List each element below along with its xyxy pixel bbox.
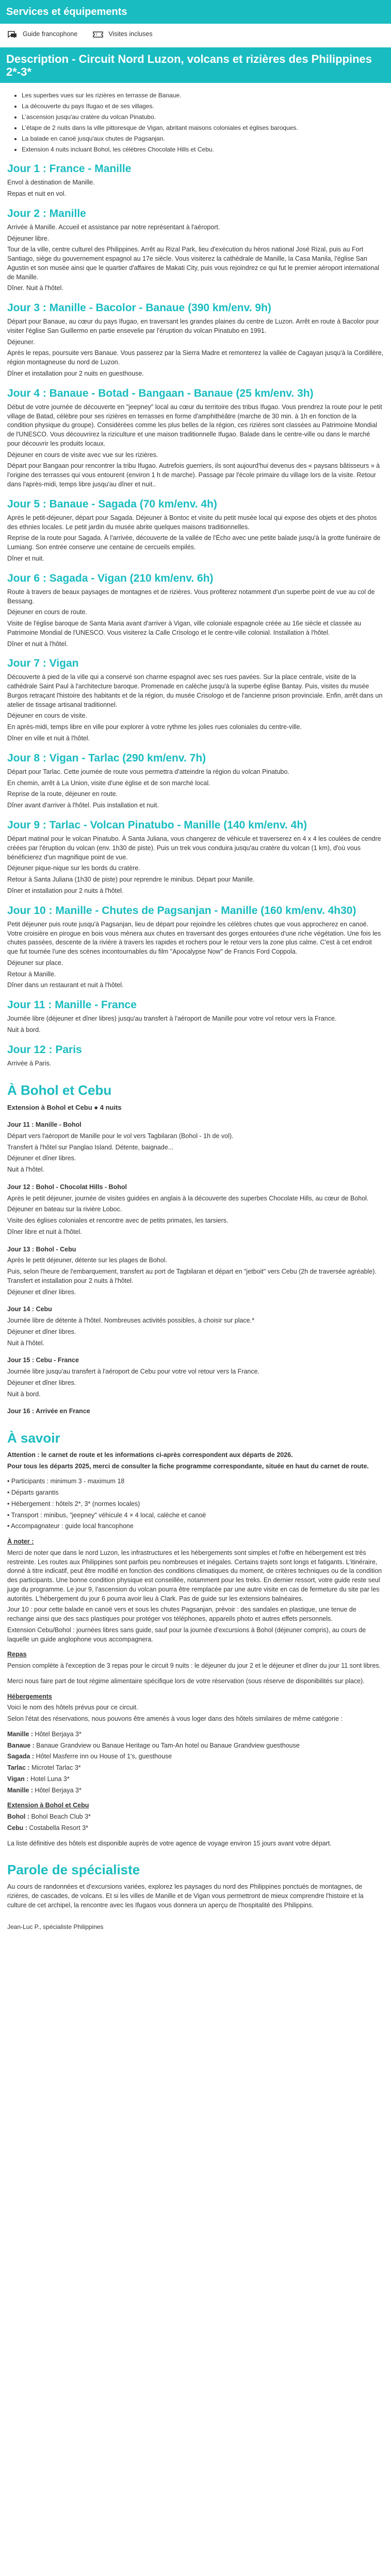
service-guide-label: Guide francophone (23, 30, 78, 38)
hotel-row (7, 1752, 384, 1761)
hotel-row (7, 1764, 384, 1773)
extension-day-text: Transfert à l'hôtel sur Panglao Island. Détente, baignade... (7, 1143, 174, 1151)
description-header: Description - Circuit Nord Luzon, volcans et rizières des Philippines 2*-3* (0, 47, 391, 83)
hotel-list (7, 1730, 384, 1795)
extension-day-text: Nuit à bord. (7, 1390, 41, 1398)
day-text: Dîner et installation pour 2 nuits en guesthouse. (7, 369, 144, 377)
savoir-title: À savoir (7, 1430, 60, 1446)
day-text: Déjeuner en cours de route. (7, 608, 87, 616)
itinerary (7, 162, 384, 1069)
hotel-city: Manille : (7, 1730, 34, 1738)
savoir-bullet: • Hébergement : hôtels 2*, 3* (normes locales) (7, 1500, 140, 1507)
service-guide (7, 30, 77, 39)
day-text: Départ pour Banaue, au cœur du pays Ifugao, en traversant les grandes plaines du centre de Luzon. Arrêt en route à Bacolor pour visiter l'église San Guillermo en partie ensevelie par l'éruption du volcan Pinatubo en 1991. (7, 318, 379, 334)
hotel-name: Hotel Luna 3* (30, 1775, 70, 1783)
day-text: En après-midi, temps libre en ville pour explorer à votre rythme les jolies rues coloniales du centre-ville. (7, 723, 302, 731)
day-text: Envol à destination de Manille. (7, 179, 95, 187)
extension-itinerary (7, 1121, 384, 1416)
ext-hotel-list (7, 1812, 384, 1833)
extension-day-text: Journée libre de détente à l'hôtel. Nombreuses activités possibles, à choisir sur place.* (7, 1317, 255, 1325)
day-text: Repas et nuit en vol. (7, 190, 66, 197)
hotel-name: Bohol Beach Club 3* (31, 1813, 91, 1821)
day-text: Découverte à pied de la ville qui a conservé son charme espagnol avec ses rues pavées. Sur la place centrale, visite de la cathédrale Saint Paul à l'architecture baroque. Promenade en calèche jusqu'à la superbe église Bantay. Puis, visites du musée Burgos retraçant l'histoire des habitants et de la région, du musée Crisologo et de l'ancienne prison provinciale. Enfin, arrêt dans un atelier de tissage artisanal traditionnel. (7, 673, 383, 708)
day-text: Déjeuner pique-nique sur les bords du cratère. (7, 865, 140, 872)
savoir-bullet: • Départs garantis (7, 1489, 59, 1497)
hotel-row (7, 1786, 384, 1795)
day-text: Départ pour Tarlac. Cette journée de route vous permettra d'atteindre la région du volcan Pinatubo. (7, 768, 289, 775)
extension-day-text: Déjeuner et dîner libres. (7, 1328, 76, 1335)
day-text: Retour à Santa Juliana (1h30 de piste) pour reprendre le minibus. Départ pour Manille. (7, 876, 255, 884)
day-text: Retour à Manille. (7, 970, 56, 978)
hotel-city: Cebu : (7, 1824, 27, 1832)
hotel-row (7, 1824, 384, 1833)
savoir-bullet: • Transport : minibus, "jeepney" véhicule 4 × 4 local, calèche et canoë (7, 1511, 206, 1519)
extension-day-text: Visite des églises coloniales et rencontre avec de petits primates, les tarsiers. (7, 1217, 229, 1225)
day-text: Déjeuner libre. (7, 234, 50, 242)
note-text-3: Extension Cebu/Bohol : journées libres sans guide, sauf pour la journée d'excursions à Bohol (déjeuner compris), au cours de laquelle un guide anglophone vous accompagnera. (7, 1626, 366, 1643)
highlight-item: • L'ascension jusqu'au cratère du volcan Pinatubo. (22, 113, 384, 122)
hotel-row (7, 1741, 384, 1751)
day-text: Route à travers de beaux paysages de montagnes et de rizières. Vous profiterez notamment d'un superbe point de vue au col de Bessang. (7, 588, 375, 605)
extension-day-text: Déjeuner et dîner libres. (7, 1288, 76, 1296)
hotel-name: Microtel Tarlac 3* (31, 1764, 81, 1772)
hotel-row (7, 1730, 384, 1739)
hotel-name: Hôtel Berjaya 3* (35, 1786, 82, 1794)
savoir-attention: Attention : le carnet de route et les informations ci-après correspondent aux départs de 2026. (7, 1451, 293, 1459)
services-header: Services et équipements (0, 0, 391, 24)
day-title: Jour 4 : Banaue - Botad - Bangaan - Banaue (25 km/env. 3h) (7, 387, 314, 399)
day-text: Reprise de la route pour Sagada. À l'arrivée, découverte de la vallée de l'Écho avec une petite balade jusqu'à la grotte funéraire de Lumiang. Son entrée conserve une centaine de cercueils empilés. (7, 534, 381, 551)
hotel-city: Sagada : (7, 1753, 35, 1760)
hotel-city: Bohol : (7, 1813, 30, 1821)
highlight-item: • La découverte du pays Ifugao et de ses villages. (22, 102, 384, 111)
extension-day-text: Déjeuner et dîner libres. (7, 1379, 76, 1386)
day-text: Dîner et installation pour 2 nuits à l'hôtel. (7, 887, 124, 894)
extension-day-text: Puis, selon l'heure de l'embarquement, transfert au port de Tagbilaran et départ en "jetboit" vers Cebu (2h de traversée agréable). Transfert et installation pour 2 nuits à l'hôtel. (7, 1268, 377, 1284)
savoir-note: Pour tous les départs 2025, merci de consulter la fiche programme correspondante, située en haut du carnet de route. (7, 1462, 369, 1470)
extension-day-title: Jour 11 : Manille - Bohol (7, 1121, 82, 1129)
extension-day-title: Jour 15 : Cebu - France (7, 1357, 79, 1364)
highlight-item: • Extension 4 nuits incluant Bohol, les célèbres Chocolate Hills et Cebu. (22, 145, 384, 154)
hotel-city: Vigan : (7, 1775, 29, 1783)
day-title: Jour 11 : Manille - France (7, 999, 137, 1011)
extension-day-title: Jour 14 : Cebu (7, 1306, 52, 1313)
day-text: Déjeuner. (7, 338, 35, 346)
day-title: Jour 7 : Vigan (7, 657, 79, 670)
day-text: Déjeuner sur place. (7, 959, 63, 967)
specialist-title: Parole de spécialiste (7, 1862, 140, 1878)
specialist-text: Au cours de randonnées et d'excursions variées, explorez les paysages du nord des Philippines ponctués de montagnes, de rizières, de cascades, de volcans. Et si les villes de Manille et de Vigan vous permettront de mieux comprendre l'histoire et la culture de cet archipel, la rencontre avec les Ifugaos vous donnera un aperçu de l'hospitalité des Philippins. (7, 1883, 364, 1909)
savoir-bullet: • Accompagnateur : guide local francophone (7, 1522, 134, 1530)
service-visits-label: Visites incluses (108, 30, 153, 38)
day-text: Dîner avant d'arriver à l'hôtel. Puis installation et nuit. (7, 802, 159, 809)
highlight-item: • La balade en canoë jusqu'aux chutes de Pagsanjan. (22, 134, 384, 143)
day-text: Journée libre (déjeuner et dîner libres) jusqu'au transfert à l'aéroport de Manille pour votre vol retour vers la France. (7, 1015, 337, 1023)
day-title: Jour 1 : France - Manille (7, 162, 132, 175)
day-text: Arrivée à Manille. Accueil et assistance par notre représentant à l'aéroport. (7, 223, 220, 231)
ext-hotels-title: Extension à Bohol et Cebu (7, 1802, 89, 1809)
hebergements-title: Hébergements (7, 1692, 52, 1700)
day-text: Reprise de la route, déjeuner en route. (7, 790, 118, 798)
hotel-city: Tarlac : (7, 1764, 30, 1772)
day-text: Dîner et nuit. (7, 554, 44, 562)
repas-text-2: Merci nous faire part de tout régime alimentaire spécifique lors de votre réservation (sous réserve de disponibilités sur place). (7, 1677, 365, 1685)
note-title: À noter : (7, 1538, 34, 1546)
day-title: Jour 6 : Sagada - Vigan (210 km/env. 6h) (7, 572, 214, 584)
day-text: Dîner en ville et nuit à l'hôtel. (7, 734, 90, 742)
note-text-2: Jour 10 : pour cette balade en canoë vers et sous les chutes Pagsanjan, prévoir : des sandales en plastique, une tenue de rechange ainsi que des sacs plastiques pour protéger vos téléphones, appareils photo et autres effets personnels. (7, 1606, 356, 1623)
day-text: Nuit à bord. (7, 1026, 41, 1033)
day-title: Jour 12 : Paris (7, 1043, 82, 1056)
hotel-city: Manille : (7, 1786, 34, 1794)
savoir-bullets (7, 1477, 384, 1531)
extension-day-text: Départ vers l'aéroport de Manille pour le vol vers Tagbilaran (Bohol - 1h de vol). (7, 1132, 234, 1140)
extension-title: À Bohol et Cebu (7, 1082, 112, 1098)
content (0, 83, 391, 1931)
extension-day-title: Jour 12 : Bohol - Chocolat Hills - Bohol (7, 1183, 127, 1191)
hotel-name: Costabella Resort 3* (29, 1824, 89, 1832)
hebergements-text: Voici le nom des hôtels prévus pour ce circuit. (7, 1704, 138, 1711)
hotel-name: Hôtel Berjaya 3* (35, 1730, 82, 1738)
day-text: Départ pour Bangaan pour rencontrer la tribu Ifugao. Autrefois guerriers, ils sont aujourd'hui devenus des « paysans bâtisseurs » à l'origine des terrasses qui vous entourent (environ 1 h de marche). Passage par l'école primaire du village lors de la visite. Retour dans l'après-midi, temps libre jusqu'au dîner et nuit.. (7, 462, 380, 488)
day-title: Jour 8 : Vigan - Tarlac (290 km/env. 7h) (7, 752, 206, 764)
extension-day-title: Jour 16 : Arrivée en France (7, 1408, 90, 1415)
day-text: Début de votre journée de découverte en "jeepney" local au cœur du territoire des tribus Ifugao. Vous prendrez la route pour le petit village de Batad, célèbre pour ses rizières en terrasses en forme d'amphithéâtre (marche de 30 min. à 1h en fonction de la condition physique du groupe). Considérées comme les plus belles de la région, ces rizières sont classées au Patrimoine Mondial de l'UNESCO. Vous découvrirez la riziculture et une maison traditionnelle Ifugao. Balade dans le centre-ville ou dans le marché pour découvrir les produits locaux. (7, 403, 382, 447)
day-text: Déjeuner en cours de visite. (7, 712, 87, 720)
highlights-list (11, 91, 384, 154)
day-title: Jour 9 : Tarlac - Volcan Pinatubo - Manille (140 km/env. 4h) (7, 819, 307, 831)
extension-day-text: Après le petit déjeuner, détente sur les plages de Bohol. (7, 1257, 167, 1264)
extension-day-text: Déjeuner et dîner libres. (7, 1155, 76, 1162)
extension-day-text: Nuit à l'hôtel. (7, 1339, 44, 1347)
day-text: Déjeuner en cours de visite avec vue sur les rizières. (7, 451, 158, 459)
hotel-name: Hôtel Masferre inn ou House of 1's, guesthouse (36, 1753, 172, 1760)
day-title: Jour 3 : Manille - Bacolor - Banaue (390 km/env. 9h) (7, 302, 271, 314)
extension-subtitle: Extension à Bohol et Cebu ● 4 nuits (7, 1103, 122, 1111)
extension-day-text: Dîner libre et nuit à l'hôtel. (7, 1228, 82, 1235)
day-text: Dîner et nuit à l'hôtel. (7, 640, 68, 648)
day-text: Tour de la ville, centre culturel des Philippines. Arrêt au Rizal Park, lieu d'exécution du héros national José Rizal, puis au Fort Santiago, siège du gouvernement espagnol au 17e siècle. Vous visiterez la cathédrale de Manille, la Casa Manila, l'église San Agustin et son musée ainsi que le quartier d'affaires de Makati City, puis vous rejoindrez ce qui fut le premier aéroport international de Manille. (7, 246, 380, 281)
day-text: Après le repas, poursuite vers Banaue. Vous passerez par la Sierra Madre et remonterez la vallée de Cagayan jusqu'à la Cordillère, région montagneuse du nord de Luzon. (7, 349, 384, 366)
note-text: Merci de noter que dans le nord Luzon, les infrastructures et les hébergements sont simples et l'offre en hébergement est très restreinte. Les routes aux Philippines sont parfois peu nombreuses et inégales. Certains trajets sont longs et fatigants. L'itinéraire, donné à titre indicatif, peut être modifié en fonction des conditions climatiques du moment, de critères techniques ou de la condition des participants. Une bonne condition physique est conseillée, notamment pour les treks. En dernier ressort, votre guide reste seul juge du programme. Le jour 9, l'ascension du volcan pourra être remplacée par une autre visite en cas de fermeture du site par les autorités. L'hébergement du jour 6 pourra avoir lieu à Clark. Pas de guide sur les extensions balnéaires. (7, 1549, 382, 1602)
hebergements-text-2: Selon l'état des réservations, nous pouvons être amenés à vous loger dans des hôtels similaires de même catégorie : (7, 1715, 343, 1723)
ticket-icon (93, 30, 103, 39)
extension-day-title: Jour 13 : Bohol - Cebu (7, 1245, 76, 1253)
day-text: Dîner dans un restaurant et nuit à l'hôtel. (7, 981, 124, 989)
savoir-bullet: • Participants : minimum 3 - maximum 18 (7, 1478, 125, 1485)
day-text: Visite de l'église baroque de Santa Maria avant d'arriver à Vigan, ville coloniale espagnole créée au 16e siècle et classée au Patrimoine Mondial de l'UNESCO. Vous visiterez la Calle Crisologo et le centre-ville colonial. Installation à l'hôtel. (7, 620, 361, 636)
extension-day-text: Après le petit déjeuner, journée de visites guidées en anglais à la découverte des superbes Chocolate Hills, au cœur de Bohol. (7, 1194, 369, 1202)
day-text: Après le petit-déjeuner, départ pour Sagada. Déjeuner à Bontoc et visite du petit musée local qui expose des objets et des photos des ethnies locales. Le petit jardin du musée abrite quelques maisons traditionnelles. (7, 514, 377, 531)
specialist-signature: Jean-Luc P., spécialiste Philippines (7, 1923, 104, 1930)
chat-bubble-icon (7, 30, 18, 39)
day-title: Jour 10 : Manille - Chutes de Pagsanjan - Manille (160 km/env. 4h30) (7, 904, 356, 917)
extension-day-text: Journée libre jusqu'au transfert à l'aéroport de Cebu pour votre vol retour vers la France. (7, 1368, 260, 1376)
hotel-row (7, 1775, 384, 1784)
extension-day-text: Déjeuner en bateau sur la rivière Loboc. (7, 1206, 122, 1213)
repas-title: Repas (7, 1651, 27, 1658)
hotel-name: Banaue Grandview ou Banaue Heritage ou Tam-An hotel ou Banaue Grandview guesthouse (36, 1741, 300, 1749)
day-text: Petit déjeuner puis route jusqu'à Pagsanjan, lieu de départ pour rejoindre les célèbres chutes que vous approcherez en canoë. Votre croisière en pirogue en bois vous mènera aux chutes en traversant des gorges entourées d'une riche végétation. Une fois les chutes passées, descente de la rivière à travers les rapides et rochers pour le retour vers la zone plus calme. C'est à cet endroit que fut tournée l'une des scènes incontournables du film "Apocalypse Now" de Francis Ford Coppola. (7, 920, 381, 956)
day-text: Arrivée à Paris. (7, 1059, 52, 1067)
hotel-row (7, 1812, 384, 1822)
hotel-city: Banaue : (7, 1741, 35, 1749)
day-title: Jour 2 : Manille (7, 207, 86, 219)
day-text: En chemin, arrêt à La Union, visite d'une église et de son marché local. (7, 779, 210, 787)
service-visits (93, 30, 152, 39)
day-title: Jour 5 : Banaue - Sagada (70 km/env. 4h) (7, 498, 217, 510)
highlight-item: • L'étape de 2 nuits dans la ville pittoresque de Vigan, abritant maisons coloniales et églises baroques. (22, 124, 384, 132)
day-text: Dîner. Nuit à l'hôtel. (7, 284, 63, 292)
day-text: Départ matinal pour le volcan Pinatubo. À Santa Juliana, vous changerez de véhicule et traverserez en 4 x 4 les coulées de cendre créées par l'éruption du volcan (env. 1h30 de piste). Puis un trek vous conduira jusqu'au cratère du volcan (1 km), d'où vous bénéficierez d'un magnifique point de vue. (7, 835, 381, 861)
final-note: La liste définitive des hôtels est disponible auprès de votre agence de voyage environ 15 jours avant votre départ. (7, 1839, 332, 1847)
services-row (0, 24, 391, 45)
highlight-item: • Les superbes vues sur les rizières en terrasse de Banaue. (22, 91, 384, 100)
extension-day-text: Nuit à l'hôtel. (7, 1166, 44, 1174)
repas-text: Pension complète à l'exception de 3 repas pour le circuit 9 nuits : le déjeuner du jour 2 et le déjeuner et dîner du jour 11 sont libres. (7, 1662, 381, 1670)
